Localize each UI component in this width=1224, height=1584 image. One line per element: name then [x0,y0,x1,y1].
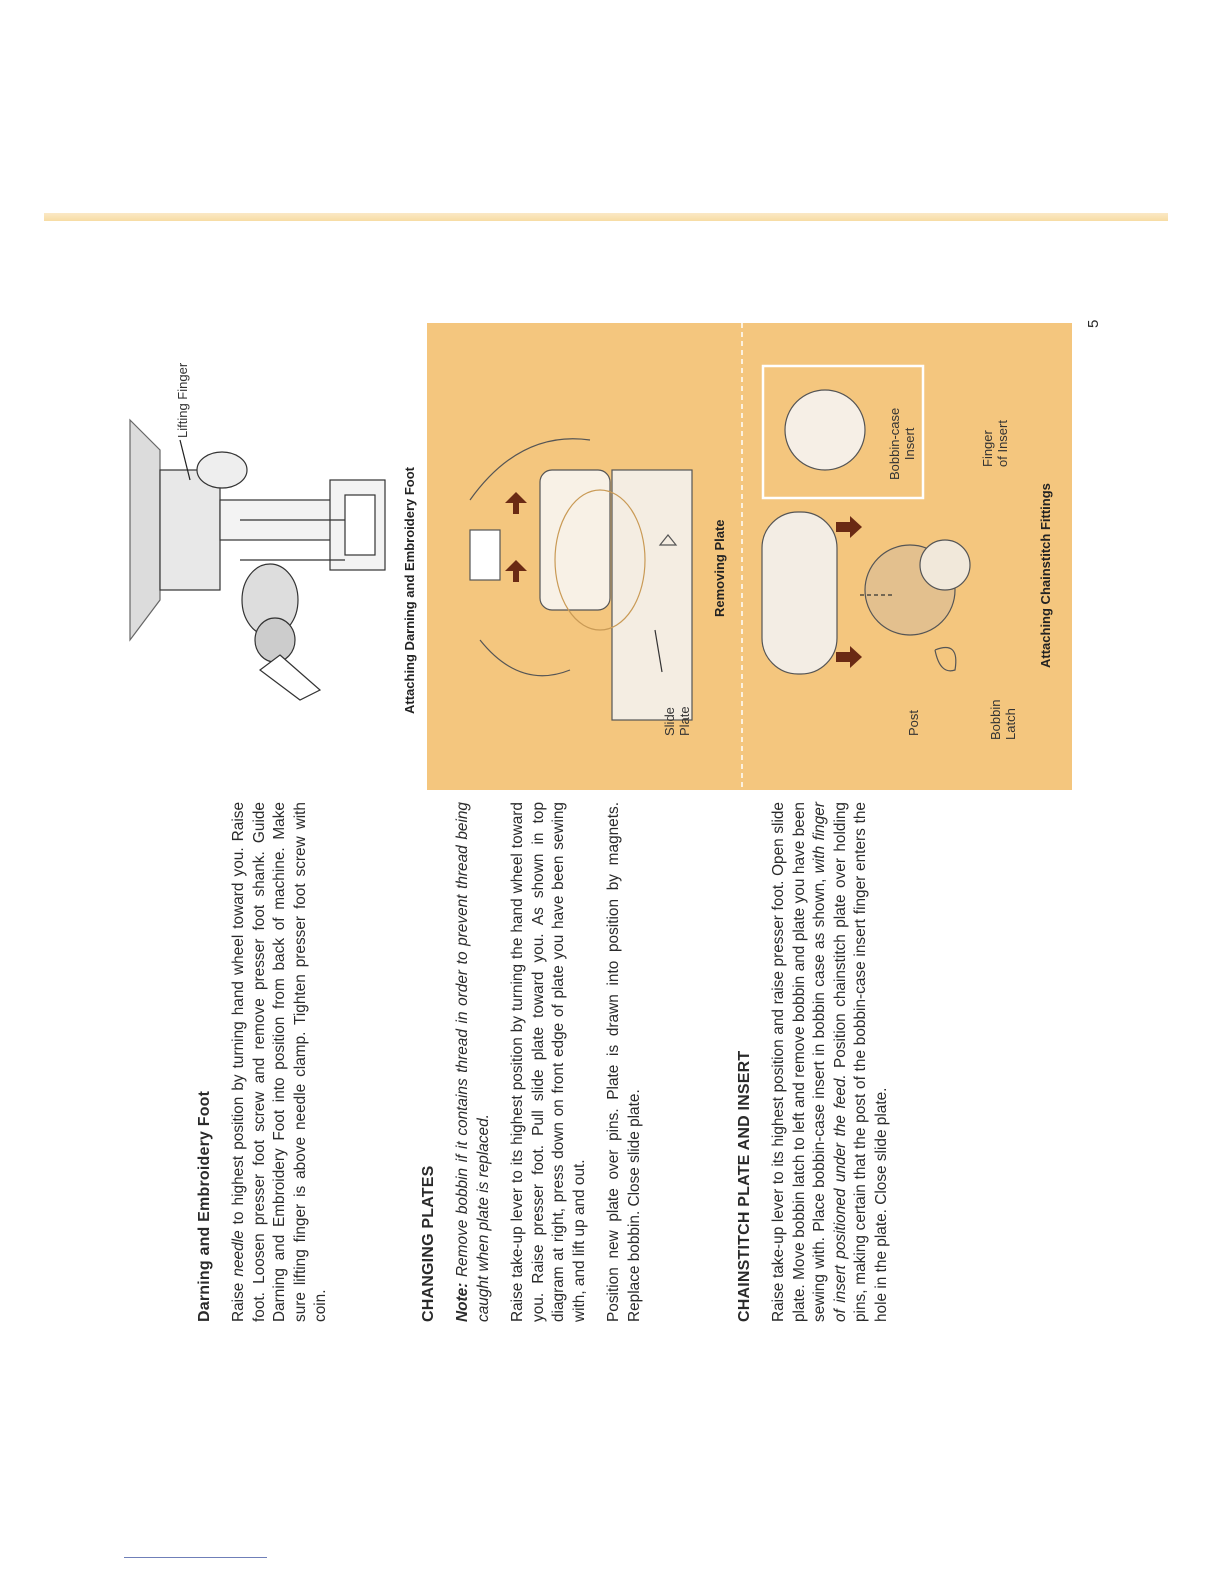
changing-plates-heading: CHANGING PLATES [420,1165,437,1322]
label-slide-plate: Slide Plate [662,706,692,736]
label-post: Post [906,709,921,736]
darning-paragraph: Raise needle to highest position by turning hand wheel toward you. Raise foot. Loosen presser foot screw and remove presser foot shank. Guide Darning and Embroidery Foot into position from back of machine. Make sure lifting finger is above needle clamp. Tighten presser foot screw with coin. [230,801,329,1322]
label-bobbin-case-insert: Bobbin-case Insert [887,407,917,480]
label-lifting-finger: Lifting Finger [175,362,190,438]
chainstitch-paragraph: Raise take-up lever to its highest position and raise presser foot. Open slide plate. Move bobbin latch to left and remove bobbin and plate you have been sewing with. Place bobbin-case insert in bobbin case as shown, with finger of insert positioned under the feed. Position chainstitch plate over holding pins, making certain that the post of the bobbin-case insert finger enters the hole in the plate. Close slide plate. [770,802,890,1322]
label-finger-of-insert: Finger of Insert [980,420,1010,467]
caption-attaching-darning: Attaching Darning and Embroidery Foot [402,466,417,714]
caption-removing-plate: Removing Plate [712,519,727,617]
changing-plates-note: Note: Remove bobbin if it contains thread in order to prevent thread being caught when plate is replaced. [454,802,492,1322]
caption-attaching-chainstitch: Attaching Chainstitch Fittings [1038,483,1053,668]
changing-plates-paragraph-2: Position new plate over pins. Plate is drawn into position by magnets. Replace bobbin. Close slide plate. [605,802,643,1322]
label-bobbin-latch: Bobbin Latch [988,699,1018,740]
chainstitch-heading: CHAINSTITCH PLATE AND INSERT [736,1050,753,1322]
darning-foot-illustration [130,420,385,700]
page-number: 5 [1085,319,1102,328]
darning-heading: Darning and Embroidery Foot [196,1090,213,1322]
illustration-panel [427,323,1072,790]
changing-plates-paragraph-1: Raise take-up lever to its highest position by turning the hand wheel toward you. Raise presser foot. Pull slide plate toward you. As shown in top diagram at right, press down on front edge of plate you have been sewing with, and lift up and out. [509,802,588,1322]
